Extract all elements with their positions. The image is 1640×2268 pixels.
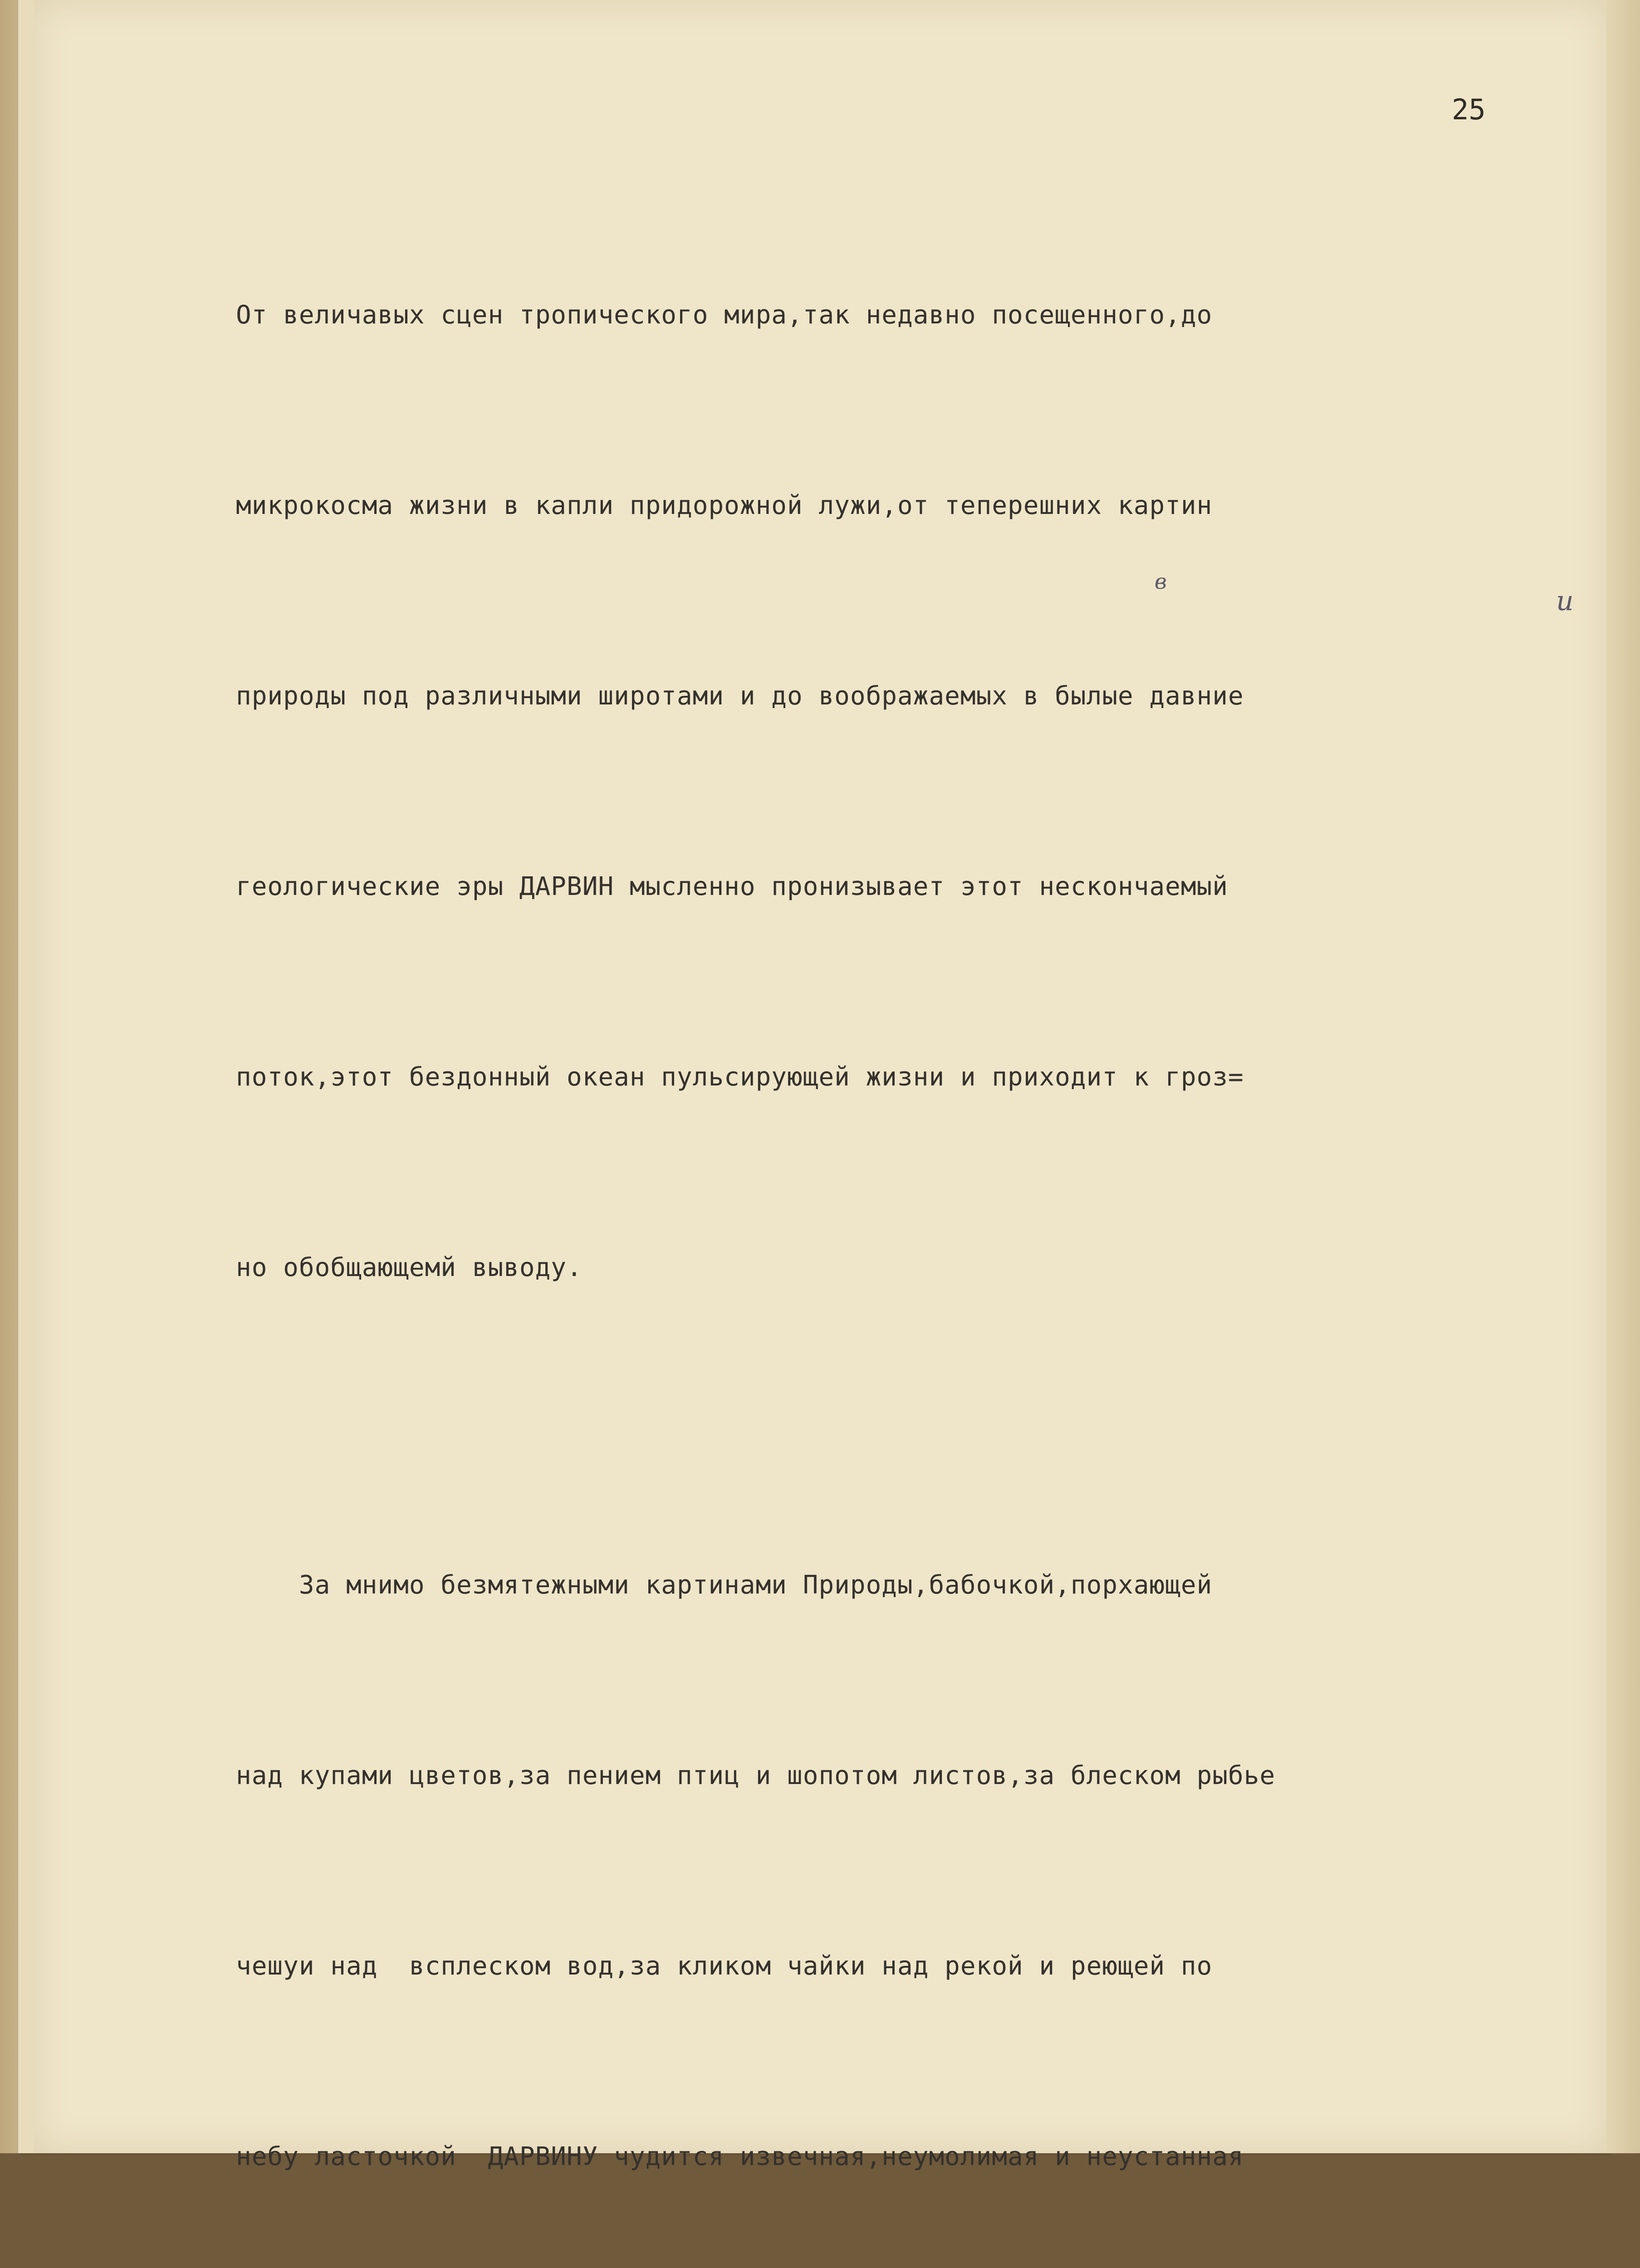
text-line: За мнимо безмятежными картинами Природы,бабочкой,порхающей	[236, 1570, 1213, 1600]
text-line: природы под различными широтами и до воображаемых в былые давние	[236, 681, 1244, 711]
page-number: 25	[1452, 93, 1486, 126]
paragraph-1	[236, 156, 1561, 1427]
text-line: над купами цветов,за пением птиц и шопотом листов,за блеском рыбье	[236, 1761, 1276, 1790]
text-line: небу ласточкой ДАРВИНУ чудится извечная,неумолимая и неустанная	[236, 2142, 1244, 2171]
handwritten-correction: в	[1155, 569, 1167, 594]
typewritten-text	[236, 156, 1561, 2268]
text-line: От величавых сцен тропического мира,так недавно посещенного,до	[236, 300, 1213, 330]
paragraph-2	[236, 1427, 1561, 2268]
page-right-margin	[1606, 0, 1640, 2153]
text-line: геологические эры ДАРВИН мысленно пронизывает этот нескончаемый	[236, 872, 1229, 901]
text-line: микрокосма жизни в капли придорожной лужи,от теперешних картин	[236, 491, 1213, 520]
text-line: чешуи над всплеском вод,за кликом чайки над рекой и реющей по	[236, 1951, 1213, 1981]
handwritten-margin-note: и	[1556, 585, 1574, 617]
text-line: но обобщающемй выводу.	[236, 1253, 583, 1282]
text-line: поток,этот бездонный океан пульсирующей жизни и приходит к гроз=	[236, 1062, 1244, 1092]
